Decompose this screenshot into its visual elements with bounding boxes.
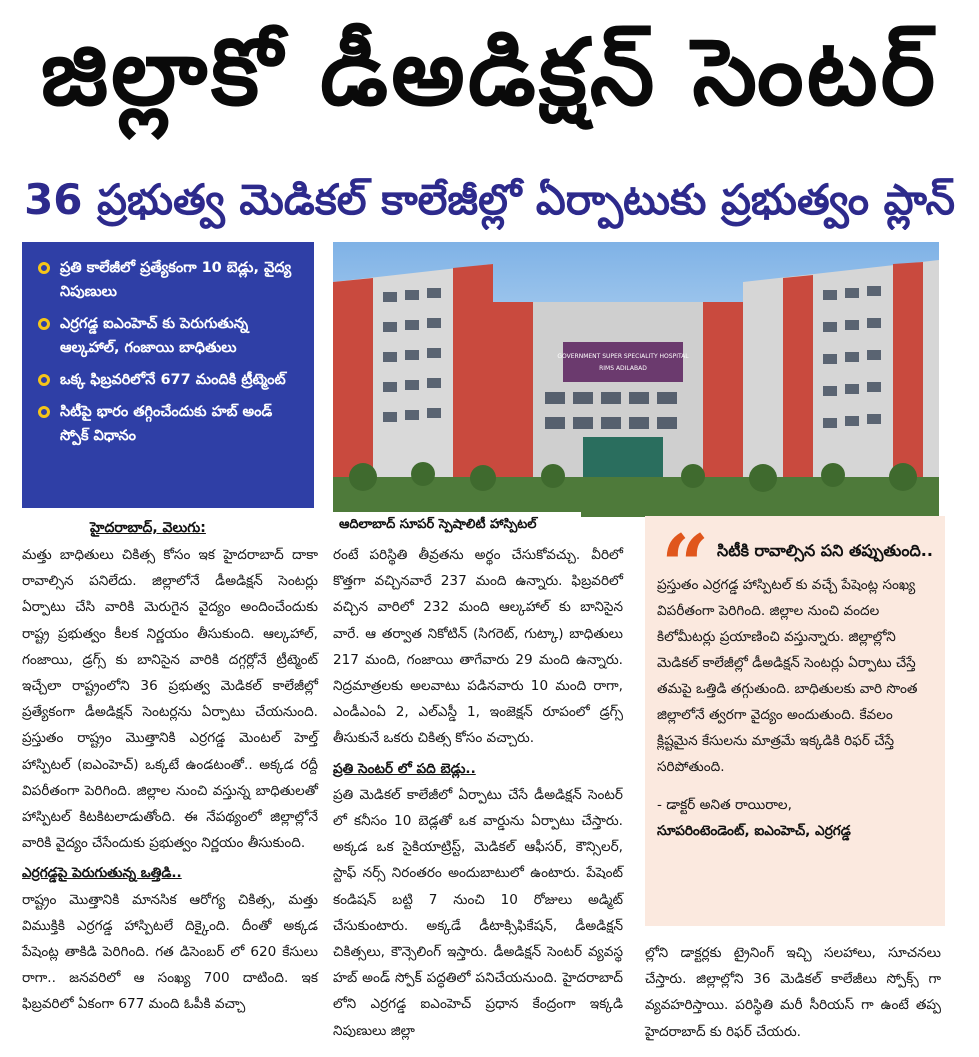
bullet-ring-icon (38, 262, 50, 274)
article-column-1 (22, 542, 318, 1018)
quote-heading: సిటీకి రావాల్సిన పని తప్పుతుంది.. (717, 541, 933, 560)
article-paragraph: ల్లోని డాక్టర్లకు ట్రైనింగ్ ఇచ్చి సలహాలు, సూచనలు చేస్తారు. జిల్లాల్లోని 36 మెడికల్ కాలేజీలు స్పోక్స్ గా వ్యవహరిస్తాయి. పరిస్థితి మరీ సీరియస్ గా ఉంటే తప్ప హైదరాబాద్ కు రిఫర్ చేయరు. (645, 945, 941, 1040)
article-column-3 (645, 940, 941, 1045)
quote-author-title: సూపరింటెండెంట్, ఐఎంహెచ్, ఎర్రగడ్డ (657, 823, 851, 839)
bullet-ring-icon (38, 318, 50, 330)
highlight-text: సిటీపై భారం తగ్గించేందుకు హబ్ అండ్ స్పోక్ విధానం (60, 404, 273, 444)
subheadline: 36 ప్రభుత్వ మెడికల్ కాలేజీల్లో ఏర్పాటుకు ప్రభుత్వం ప్లాన్ (24, 175, 955, 224)
hospital-sign-line2: RIMS ADILABAD (599, 365, 647, 372)
quote-mark-icon: “ (661, 516, 710, 615)
hospital-building-illustration (333, 242, 939, 517)
highlight-text: ప్రతి కాలేజీలో ప్రత్యేకంగా 10 బెడ్లు, వైద్య నిపుణులు (60, 260, 292, 300)
highlight-item (38, 400, 304, 448)
article-paragraph: ప్రతి మెడికల్ కాలేజీలో ఏర్పాటు చేసే డీఅడిక్షన్ సెంటర్ లో కనీసం 10 బెడ్లతో ఒక వార్డును ఏర్పాటు చేస్తారు. అక్కడ ఒక సైకియాట్రిస్ట్, మెడికల్ ఆఫీసర్, కౌన్సిలర్, స్టాఫ్ నర్స్ నిరంతరం అందుబాటులో ఉంటారు. పేషెంట్ కండిషన్ బట్టి 7 నుంచి 10 రోజులు అడ్మిట్ చేసుకుంటారు. అక్కడే డీటాక్సిఫికేషన్, డీఅడిక్షన్ చికిత్సలు, కౌన్సెలింగ్ ఇస్తారు. డీఅడిక్షన్ సెంటర్ వ్యవస్థ హబ్ అండ్ స్పోక్ పద్ధతిలో పనిచేయనుంది. హైదరాబాద్ లోని ఎర్రగడ్డ ఐఎంహెచ్ ప్రధాన కేంద్రంగా ఇక్కడి నిపుణులు జిల్లా (333, 786, 623, 1039)
article-paragraph: రాష్ట్రం మొత్తానికి మానసిక ఆరోగ్య చికిత్స, మత్తు విముక్తికి ఎర్రగడ్డ హాస్పిటలే దిక్కైంది. దీంతో అక్కడ పేషెంట్ల తాకిడి పెరిగింది. గత డిసెంబర్ లో 620 కేసులు రాగా.. జనవరిలో ఆ సంఖ్య 700 దాటింది. ఇక ఫిబ్రవరిలో ఏకంగా 677 మంది ఓపీకి వచ్చా (22, 891, 318, 1013)
section-subheading: ఎర్రగడ్డపై పెరుగుతున్న ఒత్తిడి.. (22, 865, 182, 882)
highlight-item (38, 312, 304, 360)
quote-box (645, 516, 945, 926)
quote-author: - డాక్టర్ అనిత రాయిరాల, (657, 797, 792, 813)
article-paragraph: మత్తు బాధితులు చికిత్స కోసం ఇక హైదరాబాద్ దాకా రావాల్సిన పనిలేదు. జిల్లాలోనే డీఅడిక్షన్ సెంటర్లు ఏర్పాటు చేసి వారికి మెరుగైన వైద్యం అందించేందుకు రాష్ట్ర ప్రభుత్వం కీలక నిర్ణయం తీసుకుంది. ఆల్కహాల్, గంజాయి, డ్రగ్స్ కు బానిసైన వారికి దగ్గర్లోనే ట్రీట్మెంట్ ఇచ్చేలా రాష్ట్రంలోని 36 ప్రభుత్వ మెడికల్ కాలేజీల్లో ప్రత్యేకంగా డీఅడిక్షన్ సెంటర్లను ఏర్పాటు చేయనుంది. ప్రస్తుతం రాష్ట్రం మొత్తానికి ఎర్రగడ్డ మెంటల్ హెల్త్ హాస్పిటల్ (ఐఎంహెచ్) ఒక్కటే ఉండటంతో.. అక్కడ రద్దీ విపరీతంగా పెరిగింది. జిల్లాల నుంచి వస్తున్న బాధితులతో హాస్పిటల్ కిటకిటలాడుతోంది. ఈ నేపథ్యంలో జిల్లాల్లోనే వారికి వైద్యం చేసేందుకు ప్రభుత్వం నిర్ణయం తీసుకుంది. (22, 547, 318, 852)
quote-body: ప్రస్తుతం ఎర్రగడ్డ హాస్పిటల్ కు వచ్చే పేషెంట్ల సంఖ్య విపరీతంగా పెరిగింది. జిల్లాల నుంచి వందల కిలోమీటర్లు ప్రయాణించి వస్తున్నారు. జిల్లాల్లోని మెడికల్ కాలేజీల్లో డీఅడిక్షన్ సెంటర్లు ఏర్పాటు చేస్తే తమపై ఒత్తిడి తగ్గుతుంది. బాధితులకు వారి సొంత జిల్లాలోనే త్వరగా వైద్యం అందుతుంది. కేవలం క్లిష్టమైన కేసులను మాత్రమే ఇక్కడికి రిఫర్ చేస్తే సరిపోతుంది. (657, 577, 918, 775)
highlight-item (38, 368, 304, 392)
highlight-text: ఒక్క ఫిబ్రవరిలోనే 677 మందికి ట్రీట్మెంట్ (60, 372, 286, 388)
section-subheading: ప్రతి సెంటర్ లో పది బెడ్లు.. (333, 760, 476, 777)
highlight-item (38, 256, 304, 304)
hospital-sign-line1: GOVERNMENT SUPER SPECIALITY HOSPITAL (557, 353, 689, 360)
highlight-text: ఎర్రగడ్డ ఐఎంహెచ్ కు పెరుగుతున్న ఆల్కహాల్, గంజాయి బాధితులు (60, 316, 249, 356)
hospital-photo (333, 242, 939, 517)
headline: జిల్లాకో డీఅడిక్షన్ సెంటర్ (40, 19, 939, 126)
dateline: హైదరాబాద్, వెలుగు: (90, 520, 206, 536)
bullet-ring-icon (38, 406, 50, 418)
photo-caption: ఆదిలాబాద్ సూపర్ స్పెషాలిటీ హాస్పిటల్ (333, 512, 581, 538)
article-column-2 (333, 542, 623, 1044)
highlights-box (22, 242, 314, 508)
bullet-ring-icon (38, 374, 50, 386)
article-paragraph: రంటే పరిస్థితి తీవ్రతను అర్థం చేసుకోవచ్చు. వీరిలో కొత్తగా వచ్చినవారే 237 మంది ఉన్నారు. ఫిబ్రవరిలో వచ్చిన వారిలో 232 మంది ఆల్కహాల్ కు బానిసైన వారే. ఆ తర్వాత నికోటిన్ (సిగరెట్, గుట్కా) బాధితులు 217 మంది, గంజాయి తాగేవారు 29 మంది ఉన్నారు. నిద్రమాత్రలకు అలవాటు పడినవారు 10 మంది రాగా, ఎండీఎంఏ 2, ఎల్ఎస్డీ 1, ఇంజెక్షన్ రూపంలో డ్రగ్స్ తీసుకునే ఒకరు చికిత్స కోసం వచ్చారు. (333, 547, 623, 747)
